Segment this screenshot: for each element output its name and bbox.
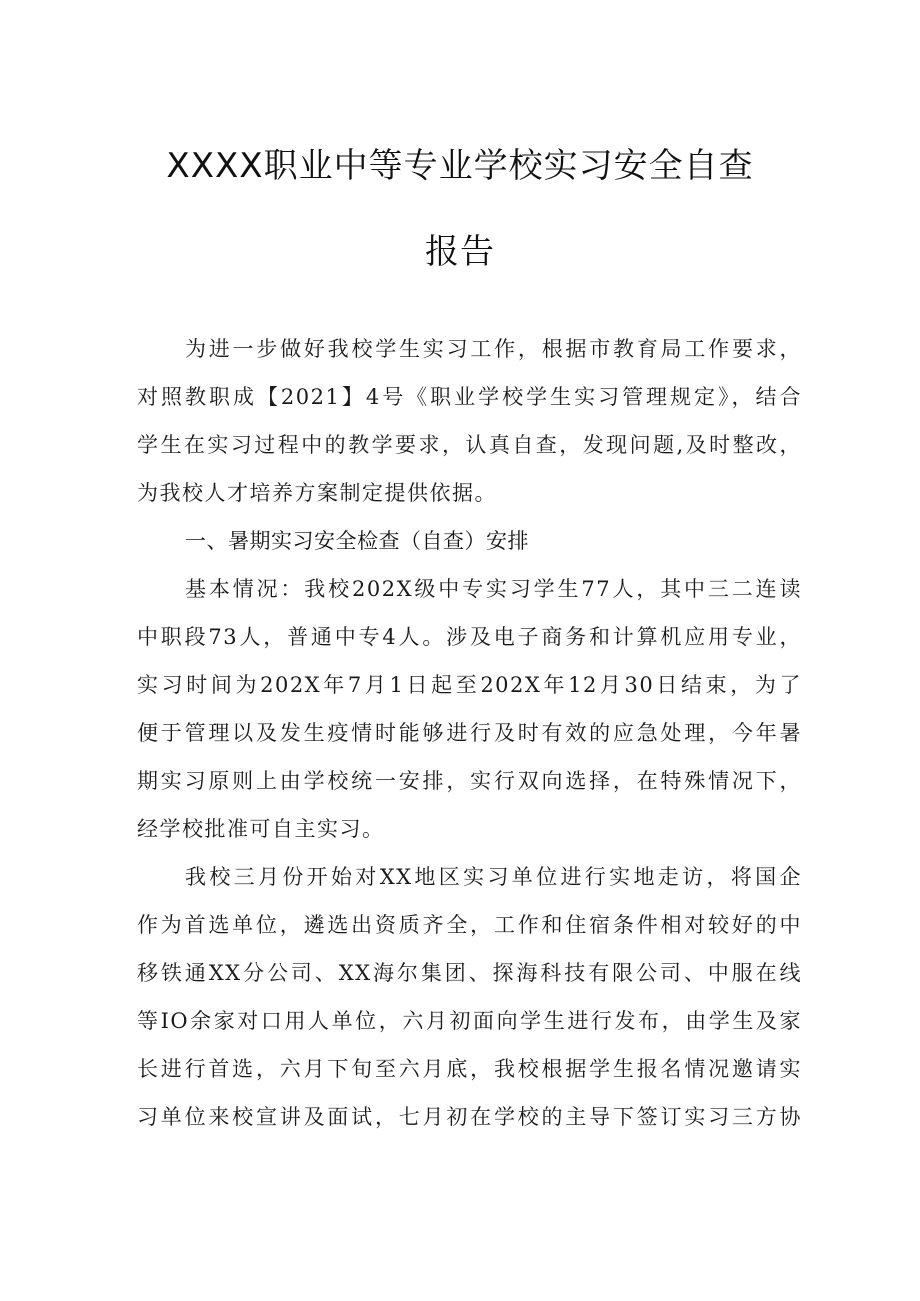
paragraph-3-line-2: 作为首选单位，遴选出资质齐全，工作和住宿条件相对较好的中 bbox=[137, 913, 802, 937]
paragraph-2-line-4: 便于管理以及发生疫情时能够进行及时有效的应急处理，今年暑 bbox=[137, 721, 802, 745]
paragraph-3-line-1: 我校三月份开始对XX地区实习单位进行实地走访，将国企 bbox=[185, 865, 802, 889]
paragraph-3-line-5: 长进行首选，六月下旬至六月底，我校根据学生报名情况邀请实 bbox=[137, 1057, 802, 1081]
paragraph-3-line-6: 习单位来校宣讲及面试，七月初在学校的主导下签订实习三方协 bbox=[137, 1105, 802, 1129]
paragraph-1-line-2: 对照教职成【2021】4号《职业学校学生实习管理规定》，结合 bbox=[137, 385, 802, 409]
paragraph-2-line-1: 基本情况：我校202X级中专实习学生77人，其中三二连读 bbox=[185, 577, 802, 601]
paragraph-2-line-5: 期实习原则上由学校统一安排，实行双向选择，在特殊情况下， bbox=[137, 769, 802, 793]
paragraph-2-line-2: 中职段73人，普通中专4人。涉及电子商务和计算机应用专业， bbox=[137, 625, 802, 649]
paragraph-3-line-3: 移铁通XX分公司、XX海尔集团、探海科技有限公司、中服在线 bbox=[137, 961, 802, 985]
paragraph-1-line-3: 学生在实习过程中的教学要求，认真自查，发现问题,及时整改， bbox=[137, 433, 802, 457]
section-1-heading: 一、暑期实习安全检查（自查）安排 bbox=[185, 529, 529, 553]
paragraph-1-line-4: 为我校人才培养方案制定提供依据。 bbox=[137, 481, 497, 505]
document-title-line-1: XXXX职业中等专业学校实习安全自查 bbox=[166, 146, 754, 186]
paragraph-2-line-6: 经学校批准可自主实习。 bbox=[137, 817, 385, 841]
paragraph-3-line-4: 等IO余家对口用人单位，六月初面向学生进行发布，由学生及家 bbox=[137, 1009, 802, 1033]
paragraph-2-line-3: 实习时间为202X年7月1日起至202X年12月30日结束，为了 bbox=[137, 673, 802, 697]
document-title-line-2: 报告 bbox=[425, 232, 495, 272]
paragraph-1-line-1: 为进一步做好我校学生实习工作，根据市教育局工作要求， bbox=[185, 337, 802, 361]
